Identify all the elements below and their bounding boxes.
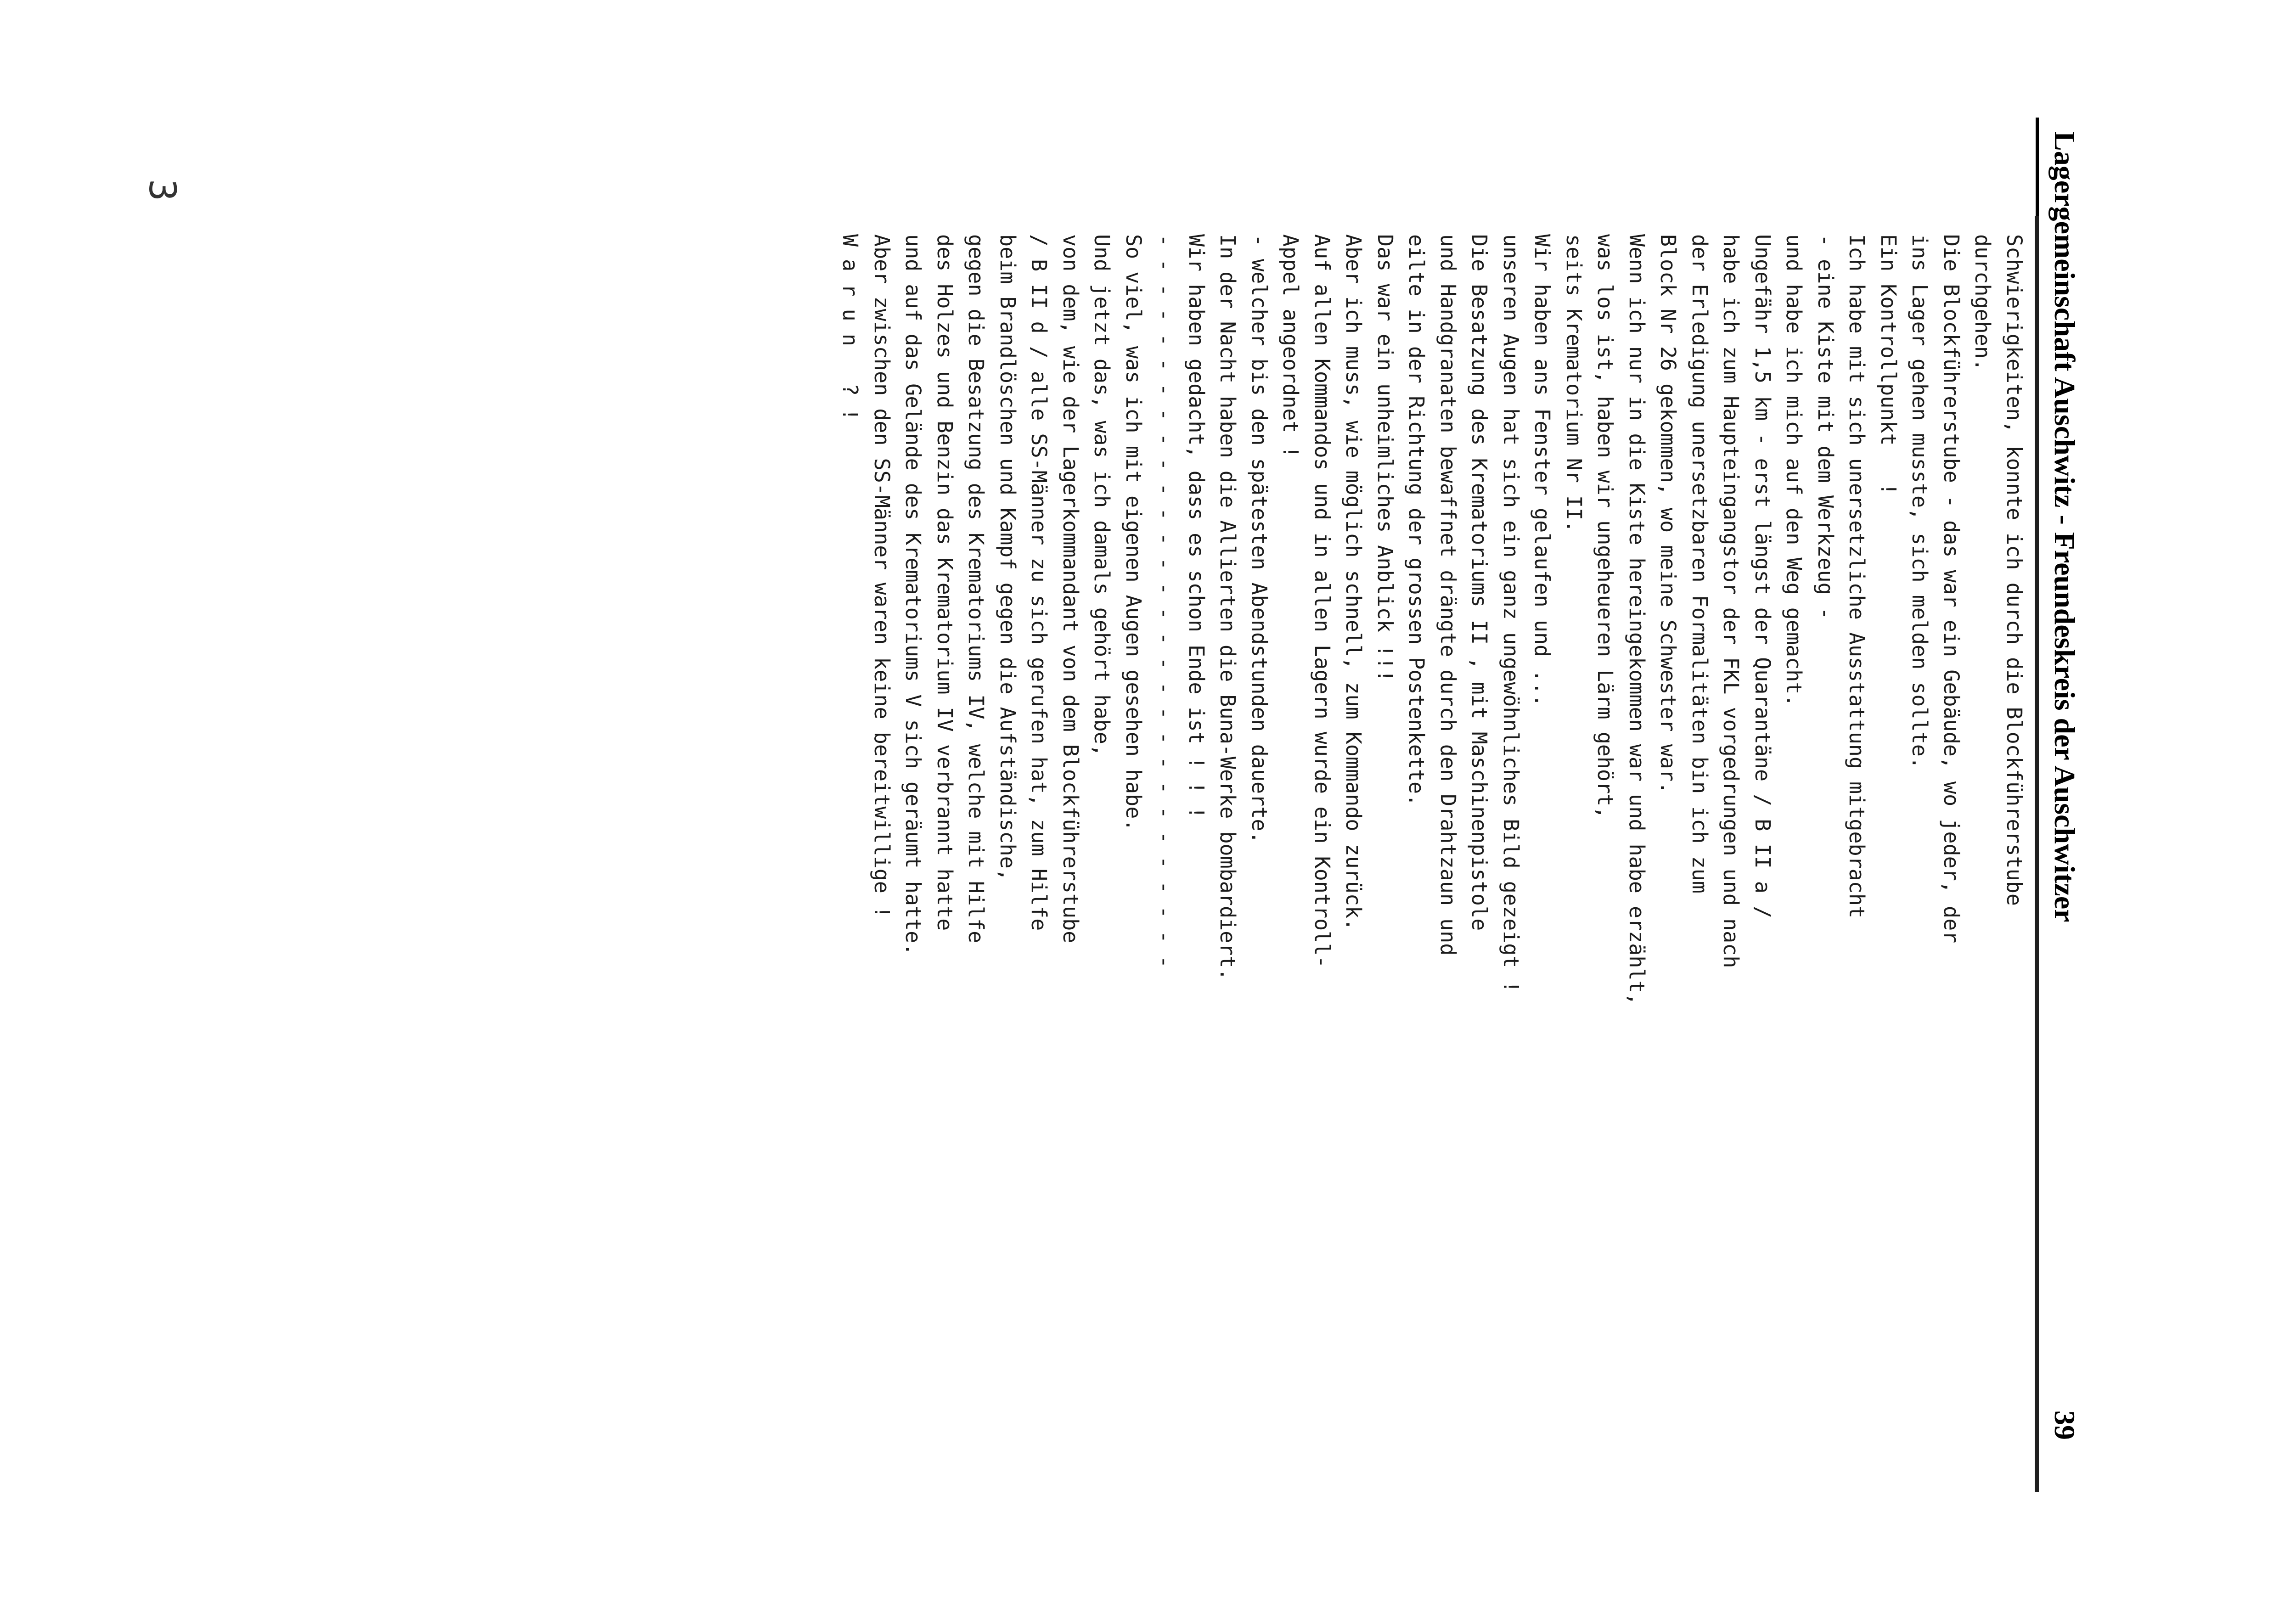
scan-line: So viel, was ich mit eigenen Augen gesehen habe. <box>1121 234 1146 832</box>
scan-line: Die Blockführerstube - das war ein Gebäude, wo jeder, der <box>1939 234 1964 944</box>
scan-line: Wenn ich nur in die Kiste hereingekommen war und habe erzählt, <box>1625 234 1649 1006</box>
scan-line: - welcher bis den spätesten Abendstunden dauerte. <box>1247 234 1272 844</box>
scan-line: / B II d / alle SS-Männer zu sich gerufen hat, zum Hilfe <box>1027 234 1052 931</box>
header-title: Lagergemeinschaft Auschwitz - Freundeskreis der Auschwitzer <box>2048 131 2081 922</box>
scan-line: ins Lager gehen musste, sich melden sollte. <box>1908 234 1932 769</box>
scan-line: - eine Kiste mit dem Werkzeug - <box>1813 234 1838 620</box>
scan-line: der Erledigung unersetzbaren Formalitäten bin ich zum <box>1688 234 1712 893</box>
scan-line: Auf allen Kommandos und in allen Lagern wurde ein Kontroll- <box>1310 234 1334 968</box>
scan-line: und auf das Gelände des Krematoriums V sich geräumt hatte. <box>901 234 926 956</box>
scan-line: Ungefähr 1,5 km - erst längst der Quarantäne / B II a / <box>1750 234 1775 919</box>
scan-line: Das war ein unheimliches Anblick !!! <box>1373 234 1397 682</box>
scan-line: W a r u n ? ! <box>838 234 863 421</box>
scan-line: Wir haben ans Fenster gelaufen und ... <box>1530 234 1555 707</box>
scan-line: Die Besatzung des Krematoriums II , mit Maschinenpistole <box>1467 234 1492 931</box>
header-page-number: 39 <box>2048 1410 2081 1440</box>
scan-line: Und jetzt das, was ich damals gehört habe, <box>1090 234 1114 757</box>
scan-line: gegen die Besatzung des Krematoriums IV, welche mit Hilfe <box>964 234 989 944</box>
scan-line: eilte in der Richtung der grossen Postenkette. <box>1404 234 1429 807</box>
scan-line: unseren Augen hat sich ein ganz ungewöhnliches Bild gezeigt ! <box>1499 234 1523 993</box>
scan-top-rule <box>2035 216 2039 1492</box>
scan-line: Schwierigkeiten, konnte ich durch die Blockführerstube <box>2002 234 2026 906</box>
scan-line: In der Nacht haben die Allierten die Buna-Werke bombardiert. <box>1216 234 1240 981</box>
scan-line: - - - - - - - - - - - - - - - - - - - - - - - - - - - - - - <box>1153 234 1177 968</box>
scan-line: habe ich zum Haupteingangstor der FKL vorgedrungen und nach <box>1719 234 1744 968</box>
scan-line: was los ist, haben wir ungeheueren Lärm gehört, <box>1593 234 1618 819</box>
scan-line: und Handgranaten bewaffnet drängte durch den Drahtzaun und <box>1436 234 1460 956</box>
scan-line: seits Krematorium Nr II. <box>1562 234 1586 533</box>
scan-line: und habe ich mich auf den Weg gemacht. <box>1782 234 1806 707</box>
scan-line: Ich habe mit sich unersetzliche Ausstattung mitgebracht <box>1845 234 1869 919</box>
scan-page-number: 3 <box>141 179 184 202</box>
scan-line: des Holzes und Benzin das Krematorium IV verbrannt hatte <box>933 234 957 931</box>
scan-line: Aber zwischen den SS-Männer waren keine bereitwillige ! <box>870 234 894 919</box>
scan-line: beim Brandlöschen und Kampf gegen die Aufständische, <box>996 234 1020 881</box>
typewritten-scan <box>141 179 2039 1492</box>
scan-line: Aber ich muss, wie möglich schnell, zum Kommando zurück. <box>1341 234 1366 931</box>
scan-line: Wir haben gedacht, dass es schon Ende ist ! ! ! <box>1184 234 1209 819</box>
scan-line: durchgehen. <box>1970 234 1995 371</box>
scan-line: Block Nr 26 gekommen, wo meine Schwester war. <box>1656 234 1681 794</box>
scan-line: Ein Kontrollpunkt ! <box>1876 234 1901 495</box>
scan-text-lines <box>834 234 2030 1492</box>
scan-line: von dem, wie der Lagerkommandant von dem Blockführerstube <box>1058 234 1083 944</box>
scan-line: Appel angeordnet ! <box>1278 234 1303 458</box>
